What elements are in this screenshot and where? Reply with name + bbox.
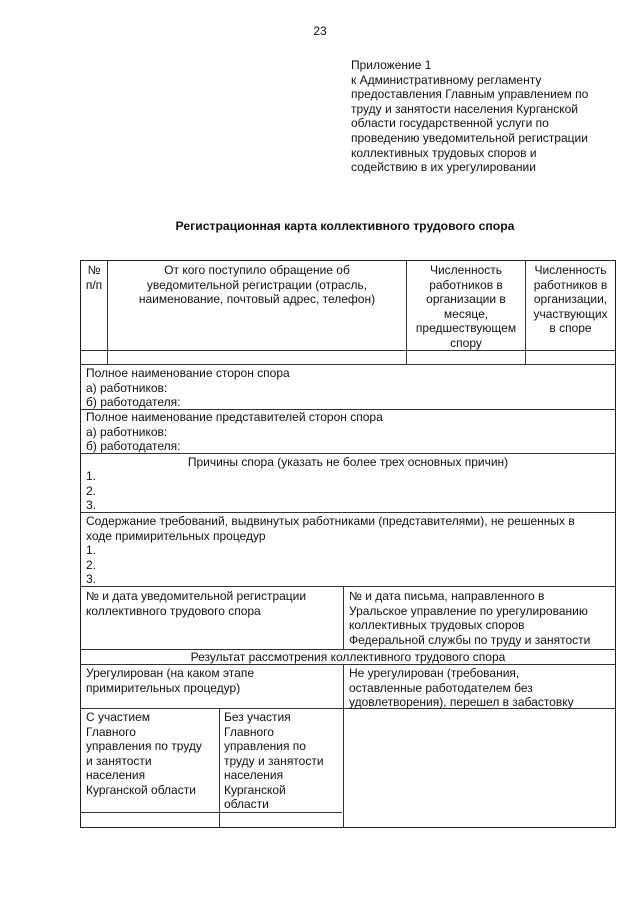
- cell-text: Урегулирован (на каком этапе: [86, 666, 254, 680]
- cell-text: населения: [86, 768, 146, 782]
- header-text: работников в: [429, 277, 503, 292]
- header-workers-dispute: [526, 263, 615, 336]
- appendix-line: проведению уведомительной регистрации: [351, 130, 588, 145]
- field-label: а) работников:: [86, 380, 168, 395]
- cell-text: и занятости: [86, 753, 152, 768]
- header-text: От кого поступило обращение об: [164, 263, 350, 277]
- cell-text: Без участия: [224, 710, 291, 724]
- header-text: месяце,: [443, 306, 489, 321]
- row-divider: [81, 364, 615, 365]
- cell-text: № и дата письма, направленного в: [349, 589, 545, 603]
- field-label: а) работников:: [86, 424, 168, 439]
- letter-number-date: [349, 589, 613, 647]
- document-title: Регистрационная карта коллективного трудового спора: [175, 219, 515, 233]
- list-item: 1.: [86, 469, 97, 483]
- appendix-line: области государственной услуги по: [351, 116, 549, 131]
- column-divider: [343, 664, 344, 828]
- appendix-note: [351, 58, 621, 175]
- cell-text: управления по: [224, 739, 306, 753]
- appendix-line: к Административному регламенту: [351, 72, 542, 87]
- cell-text: коллективного трудового спора: [86, 603, 261, 618]
- cell-text: населения: [224, 768, 284, 782]
- header-text: организации,: [533, 292, 608, 306]
- header-text: Численность: [534, 263, 607, 277]
- header-text: участвующих: [533, 306, 608, 321]
- header-text: №: [87, 263, 101, 277]
- cell-text: удовлетворения), перешел в забастовку: [349, 695, 574, 709]
- registration-number-date: [86, 589, 341, 618]
- appendix-line: предоставления Главным управлением по: [351, 87, 589, 102]
- header-text: предшествующем: [415, 321, 517, 335]
- header-workers-month: [407, 263, 525, 350]
- reasons-list: [86, 469, 186, 513]
- header-text: наименование, почтовый адрес, телефон): [138, 292, 376, 306]
- header-text: спору: [450, 335, 482, 350]
- header-applicant: [108, 263, 406, 307]
- cell-text: Главного: [224, 724, 274, 739]
- header-text: работников в: [533, 277, 608, 292]
- page-number: 23: [313, 24, 327, 38]
- parties-section: [86, 366, 611, 410]
- cell-text: оставленные работодателем без: [349, 680, 533, 695]
- reasons-title: Причины спора (указать не более трех основных причин): [187, 455, 509, 469]
- cell-text: труду и занятости: [224, 753, 324, 768]
- cell-text: Курганской: [224, 782, 286, 797]
- list-item: 3.: [86, 498, 97, 512]
- row-divider: [81, 812, 342, 813]
- column-divider: [219, 708, 220, 828]
- cell-text: области: [224, 797, 269, 811]
- result-settled: [86, 666, 341, 695]
- list-item: 3.: [86, 572, 97, 586]
- list-item: 1.: [86, 543, 97, 557]
- result-title: Результат рассмотрения коллективного трудового спора: [190, 650, 506, 664]
- row-divider: [81, 350, 615, 351]
- cell-text: Курганской области: [86, 782, 196, 797]
- cell-text: примирительных процедур): [86, 680, 241, 695]
- header-number: [81, 263, 107, 292]
- header-text: организации в: [426, 292, 506, 306]
- list-item: 2.: [86, 483, 97, 498]
- registration-card-table: [80, 260, 616, 828]
- header-text: п/п: [85, 277, 103, 292]
- header-text: Численность: [429, 263, 503, 277]
- section-title: Полное наименование представителей сторон спора: [86, 410, 383, 424]
- cell-text: Главного: [86, 724, 136, 739]
- header-text: в споре: [549, 321, 592, 335]
- result-not-settled: [349, 666, 613, 710]
- field-label: б) работодателя:: [86, 395, 181, 409]
- appendix-line: Приложение 1: [351, 58, 432, 72]
- section-title: Содержание требований, выдвинутых работниками (представителями), не решенных в: [86, 514, 575, 528]
- cell-text: управления по труду: [86, 739, 202, 753]
- demands-section: [86, 514, 614, 587]
- appendix-line: труду и занятости населения Курганской: [351, 101, 578, 116]
- column-divider: [343, 586, 344, 649]
- cell-text: Не урегулирован (требования,: [349, 666, 520, 680]
- appendix-line: коллективных трудовых споров и: [351, 145, 537, 160]
- field-label: б) работодателя:: [86, 439, 181, 453]
- cell-text: № и дата уведомительной регистрации: [86, 589, 307, 603]
- list-item: 2.: [86, 557, 97, 572]
- header-text: уведомительной регистрации (отрасль,: [146, 277, 368, 292]
- result-without-participation: [224, 710, 342, 812]
- representatives-section: [86, 410, 611, 454]
- appendix-line: содействию в их урегулировании: [351, 160, 536, 175]
- cell-text: Уральское управление по урегулированию: [349, 603, 588, 618]
- section-title: ходе примирительных процедур: [86, 528, 266, 543]
- cell-text: коллективных трудовых споров: [349, 618, 525, 632]
- result-with-participation: [86, 710, 218, 797]
- cell-text: С участием: [86, 710, 151, 724]
- section-title: Полное наименование сторон спора: [86, 366, 290, 380]
- cell-text: Федеральной службы по труду и занятости: [349, 632, 591, 647]
